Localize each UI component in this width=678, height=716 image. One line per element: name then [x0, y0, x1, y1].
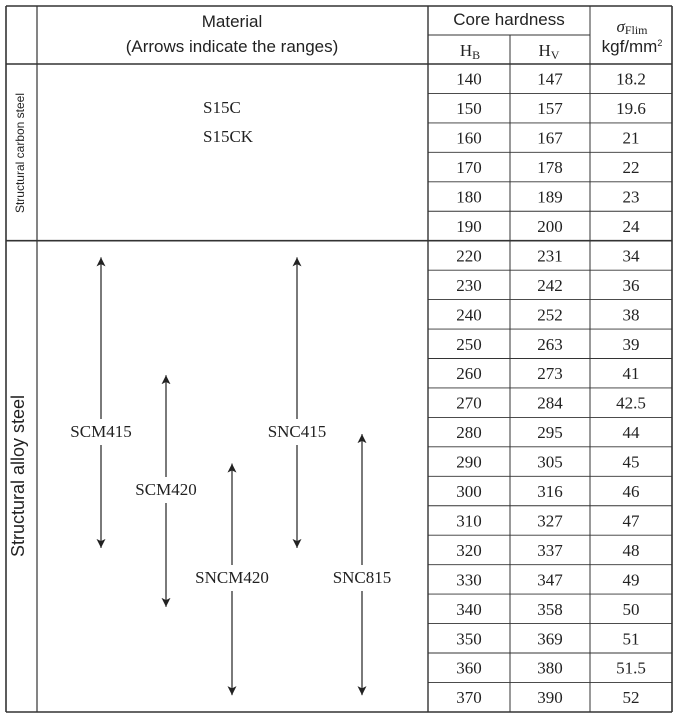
hv-value: 189 [537, 187, 563, 207]
hb-value: 180 [456, 187, 482, 207]
sigma-value: 47 [622, 511, 640, 531]
sigma-value: 49 [622, 570, 640, 590]
sigma-value: 41 [622, 364, 640, 384]
hv-value: 157 [537, 99, 563, 119]
hb-value: 220 [456, 246, 482, 266]
hv-value: 167 [537, 128, 563, 148]
hv-value: 369 [537, 629, 563, 649]
hb-value: 190 [456, 216, 482, 236]
hv-value: 284 [537, 393, 563, 413]
hb-value: 320 [456, 540, 482, 560]
hv-value: 305 [537, 452, 563, 472]
sigma-value: 51.5 [616, 658, 646, 678]
hv-value: 358 [537, 599, 563, 619]
sigma-value: 36 [622, 275, 640, 295]
hv-value: 242 [537, 275, 563, 295]
sigma-value: 19.6 [616, 99, 646, 119]
sigma-value: 38 [622, 305, 640, 325]
material-snc815: SNC815 [332, 568, 392, 587]
hb-value: 140 [456, 69, 482, 89]
hb-value: 260 [456, 364, 482, 384]
sigma-value: 22 [622, 158, 640, 178]
hb-value: 280 [456, 423, 482, 443]
hv-value: 273 [537, 364, 563, 384]
carbon-steel-label: Structural carbon steel [13, 92, 27, 214]
sigma-value: 18.2 [616, 69, 646, 89]
hb-value: 350 [456, 629, 482, 649]
hb-value: 290 [456, 452, 482, 472]
material-header: Material [201, 12, 263, 31]
hv-value: 252 [537, 305, 563, 325]
unit-header: kgf/$mm^2$ [601, 37, 663, 56]
hv-value: 263 [537, 334, 563, 354]
hv-value: 295 [537, 423, 563, 443]
sigma-value: 39 [622, 334, 640, 354]
sigma-value: 44 [622, 423, 640, 443]
hb-value: 360 [456, 658, 482, 678]
hb-value: 370 [456, 688, 482, 708]
material-header-note: (Arrows indicate the ranges) [125, 37, 339, 56]
sigma-value: 34 [622, 246, 640, 266]
alloy-steel-label: Structural alloy steel [8, 394, 28, 558]
hv-value: 347 [537, 570, 563, 590]
hv-value: 200 [537, 216, 563, 236]
hb-value: 240 [456, 305, 482, 325]
hb-value: 340 [456, 599, 482, 619]
hb-value: 270 [456, 393, 482, 413]
hv-value: 178 [537, 158, 563, 178]
material-snc415: SNC415 [267, 422, 327, 441]
hb-value: 170 [456, 158, 482, 178]
sigma-value: 50 [622, 599, 640, 619]
material-sncm420: SNCM420 [195, 568, 269, 587]
material-scm420: SCM420 [135, 480, 197, 499]
hb-value: 250 [456, 334, 482, 354]
hb-value: 230 [456, 275, 482, 295]
sigma-value: 21 [622, 128, 640, 148]
sigma-value: 24 [622, 216, 640, 236]
hv-value: 147 [537, 69, 563, 89]
sigma-value: 23 [622, 187, 640, 207]
hb-value: 310 [456, 511, 482, 531]
sigma-value: 46 [622, 482, 640, 502]
sigma-flim-header: σFlim [616, 17, 648, 37]
hb-value: 330 [456, 570, 482, 590]
material-scm415: SCM415 [70, 422, 132, 441]
hv-value: 316 [537, 482, 563, 502]
hv-value: 380 [537, 658, 563, 678]
hv-value: 327 [537, 511, 563, 531]
hv-value: 337 [537, 540, 563, 560]
hv-value: 390 [537, 688, 563, 708]
sigma-value: 48 [622, 540, 640, 560]
material-s15ck: S15CK [203, 127, 254, 146]
hv-header: HV [538, 41, 560, 62]
hb-value: 150 [456, 99, 482, 119]
core-hardness-header: Core hardness [453, 10, 565, 29]
hb-value: 300 [456, 482, 482, 502]
hb-header: HB [459, 41, 481, 62]
sigma-value: 42.5 [616, 393, 646, 413]
sigma-value: 51 [622, 629, 640, 649]
sigma-value: 52 [622, 688, 640, 708]
material-s15c: S15C [203, 98, 241, 117]
hv-value: 231 [537, 246, 563, 266]
hb-value: 160 [456, 128, 482, 148]
sigma-value: 45 [622, 452, 640, 472]
